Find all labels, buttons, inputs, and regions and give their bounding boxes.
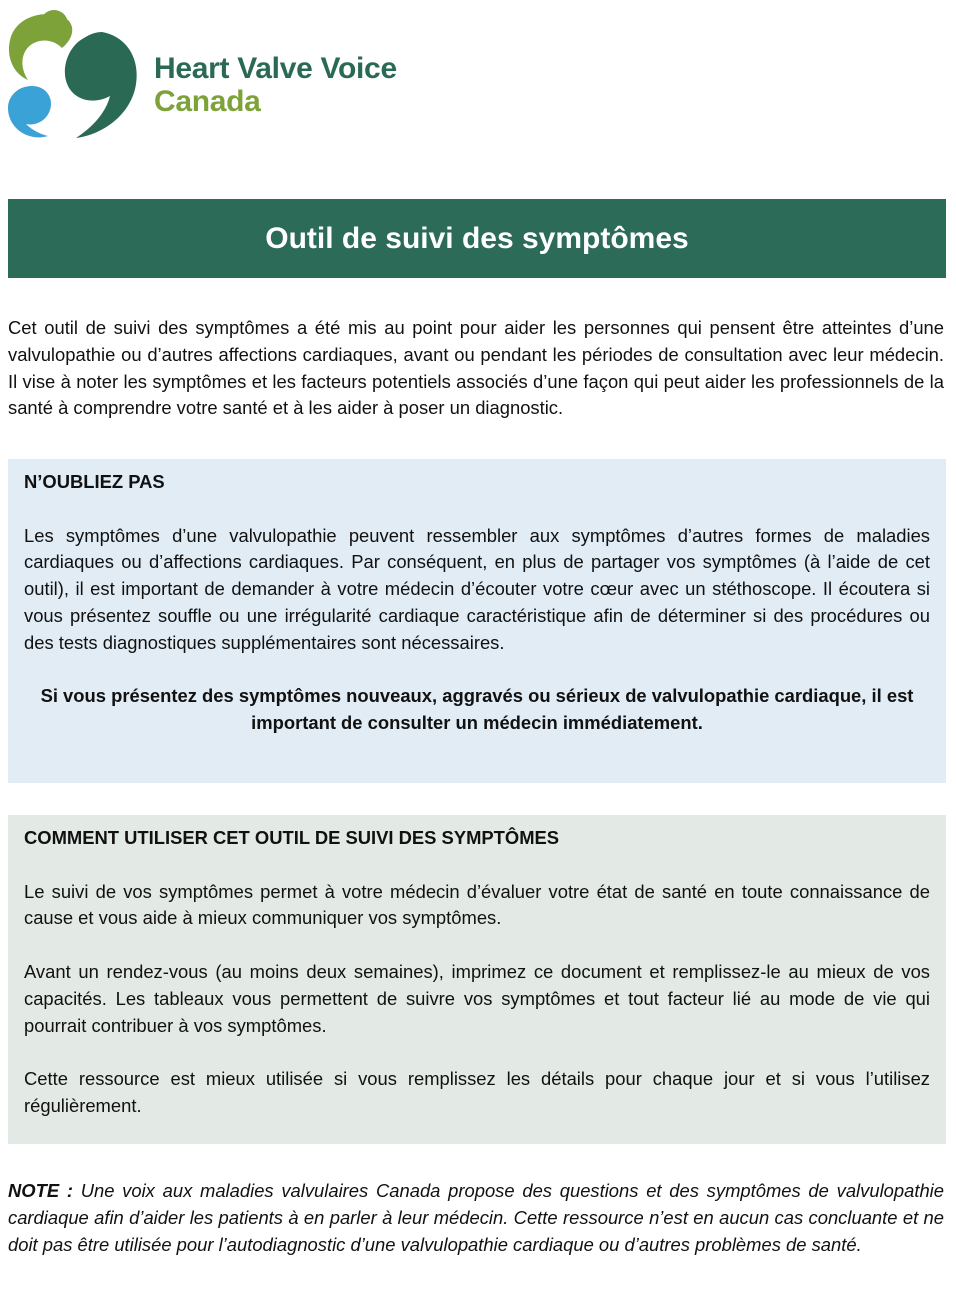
note-text: Une voix aux maladies valvulaires Canada propose des questions et des symptômes de valvulopathie cardiaque afin d’aider les patients à en parler à leur médecin. Cette ressource n’est en aucun cas concluante et ne doit pas être utilisée pour l’autodiagnostic d’une valvulopathie cardiaque ou d’autres problèmes de santé. <box>8 1180 944 1255</box>
reminder-warning: Si vous présentez des symptômes nouveaux, aggravés ou sérieux de valvulopathie cardiaque, il est important de consulter un médecin immédiatement. <box>40 685 914 734</box>
note-label: NOTE : <box>8 1180 73 1201</box>
intro-paragraph: Cet outil de suivi des symptômes a été mis au point pour aider les personnes qui pensent être atteintes d’une valvulopathie ou d’autres affections cardiaques, avant ou pendant les périodes de consultation avec leur médecin. Il vise à noter les symptômes et les facteurs potentiels associés d’une façon qui peut aider les professionnels de la santé à comprendre votre santé et à les aider à poser un diagnostic. <box>8 317 944 419</box>
logo-title: Heart Valve Voice <box>154 52 397 85</box>
howto-box <box>8 815 946 1144</box>
logo-subtitle: Canada <box>154 85 261 118</box>
title-banner <box>8 199 946 278</box>
howto-paragraph: Avant un rendez-vous (au moins deux semaines), imprimez ce document et remplissez-le au mieux de vos capacités. Les tableaux vous permettent de suivre vos symptômes et tout facteur lié au mode de vie qui pourrait contribuer à vos symptômes. <box>24 960 930 1036</box>
howto-paragraph: Cette ressource est mieux utilisée si vous remplissez les détails pour chaque jour et si vous l’utilisez régulièrement. <box>24 1068 930 1116</box>
logo <box>6 8 446 148</box>
howto-paragraph: Le suivi de vos symptômes permet à votre médecin d’évaluer votre état de santé en toute connaissance de cause et vous aide à mieux communiquer vos symptômes. <box>24 880 930 929</box>
logo-mark-icon <box>6 8 142 144</box>
page-title: Outil de suivi des symptômes <box>265 221 689 255</box>
reminder-heading: N’OUBLIEZ PAS <box>24 471 165 492</box>
disclaimer-note <box>8 1178 944 1258</box>
howto-heading: COMMENT UTILISER CET OUTIL DE SUIVI DES SYMPTÔMES <box>24 827 560 848</box>
reminder-body: Les symptômes d’une valvulopathie peuvent ressembler aux symptômes d’autres formes de maladies cardiaques ou d’affections cardiaques. Par conséquent, en plus de partager vos symptômes (à l’aide de cet outil), il est important de demander à votre médecin d’écouter votre cœur avec un stéthoscope. Il écoutera si vous présentez souffle ou une irrégularité cardiaque caractéristique afin de déterminer si des procédures ou des tests diagnostiques supplémentaires sont nécessaires. <box>24 524 930 653</box>
reminder-box <box>8 459 946 783</box>
